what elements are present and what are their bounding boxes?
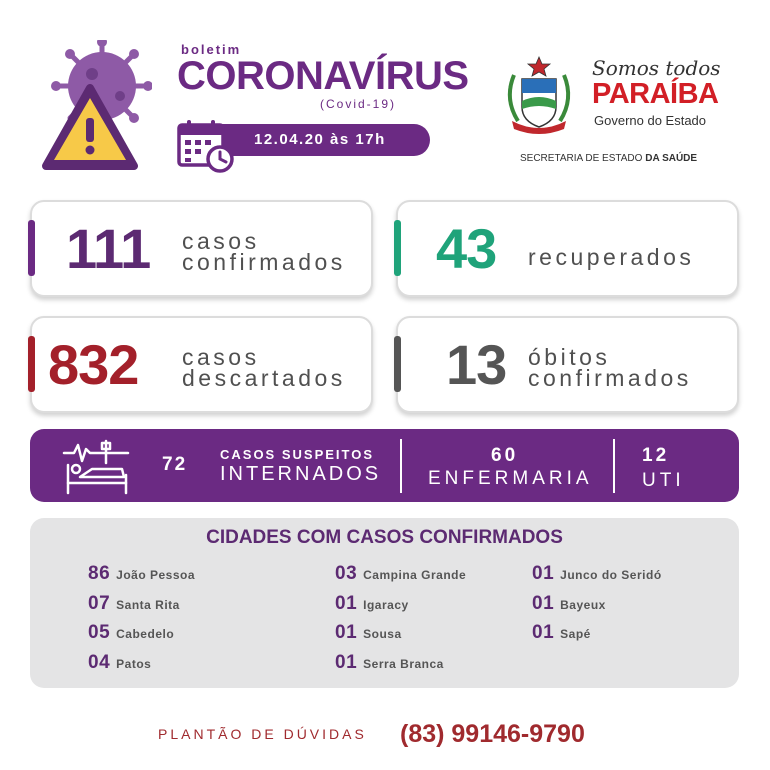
deaths-label: óbitos confirmados [528, 344, 692, 391]
discarded-card [30, 316, 373, 413]
page-title: CORONAVÍRUS [177, 54, 469, 98]
recovered-label: recuperados [528, 244, 695, 270]
city-item: 07 Santa Rita [88, 593, 180, 614]
hospital-bed-icon [62, 439, 132, 495]
department-label: SECRETARIA DE ESTADO DA SAÚDE [520, 153, 698, 164]
confirmed-card [30, 200, 373, 297]
city-item: 86 João Pessoa [88, 563, 196, 584]
recovered-count: 43 [436, 217, 497, 280]
city-item: 03 Campina Grande [335, 563, 467, 584]
cities-panel [30, 518, 739, 688]
icu-label: UTI [642, 470, 685, 491]
hotline-phone[interactable]: (83) 99146-9790 [400, 720, 585, 748]
state-name: PARAÍBA [592, 78, 719, 110]
deaths-card [396, 316, 739, 413]
hotline-label: PLANTÃO DE DÚVIDAS [158, 726, 367, 742]
virus-warning-icon [40, 40, 152, 172]
discarded-label: casos descartados [182, 344, 346, 391]
city-item: 01 Sapé [532, 622, 591, 643]
suspected-count: 72 [162, 454, 188, 475]
government-label: Governo do Estado [594, 113, 707, 128]
slogan: Somos todos [592, 56, 721, 80]
bulletin-label: boletim [181, 42, 242, 57]
city-item: 01 Bayeux [532, 593, 606, 614]
city-item: 04 Patos [88, 652, 152, 673]
confirmed-label: casos confirmados [182, 228, 346, 275]
report-datetime: 12.04.20 às 17h [254, 131, 386, 148]
recovered-card [396, 200, 739, 297]
ward-count: 60 [491, 445, 519, 466]
date-banner [202, 124, 430, 156]
city-item: 01 Sousa [335, 622, 402, 643]
deaths-accent-bar [394, 336, 401, 392]
city-item: 01 Junco do Seridó [532, 563, 662, 584]
page-subtitle: (Covid-19) [320, 97, 397, 111]
discarded-accent-bar [28, 336, 35, 392]
deaths-count: 13 [446, 333, 507, 396]
city-item: 05 Cabedelo [88, 622, 175, 643]
icu-count: 12 [642, 445, 670, 466]
confirmed-accent-bar [28, 220, 35, 276]
city-item: 01 Serra Branca [335, 652, 444, 673]
hospitalized-label: INTERNADOS [220, 463, 382, 485]
suspected-label: CASOS SUSPEITOS [220, 447, 375, 462]
hospitalization-band [30, 429, 739, 502]
divider [613, 439, 615, 493]
state-seal-icon [500, 55, 578, 135]
divider [400, 439, 402, 493]
city-item: 01 Igaracy [335, 593, 409, 614]
calendar-clock-icon [176, 117, 236, 173]
confirmed-count: 111 [66, 217, 151, 280]
ward-label: ENFERMARIA [428, 468, 593, 489]
discarded-count: 832 [48, 333, 139, 396]
cities-title: CIDADES COM CASOS CONFIRMADOS [206, 527, 563, 548]
recovered-accent-bar [394, 220, 401, 276]
